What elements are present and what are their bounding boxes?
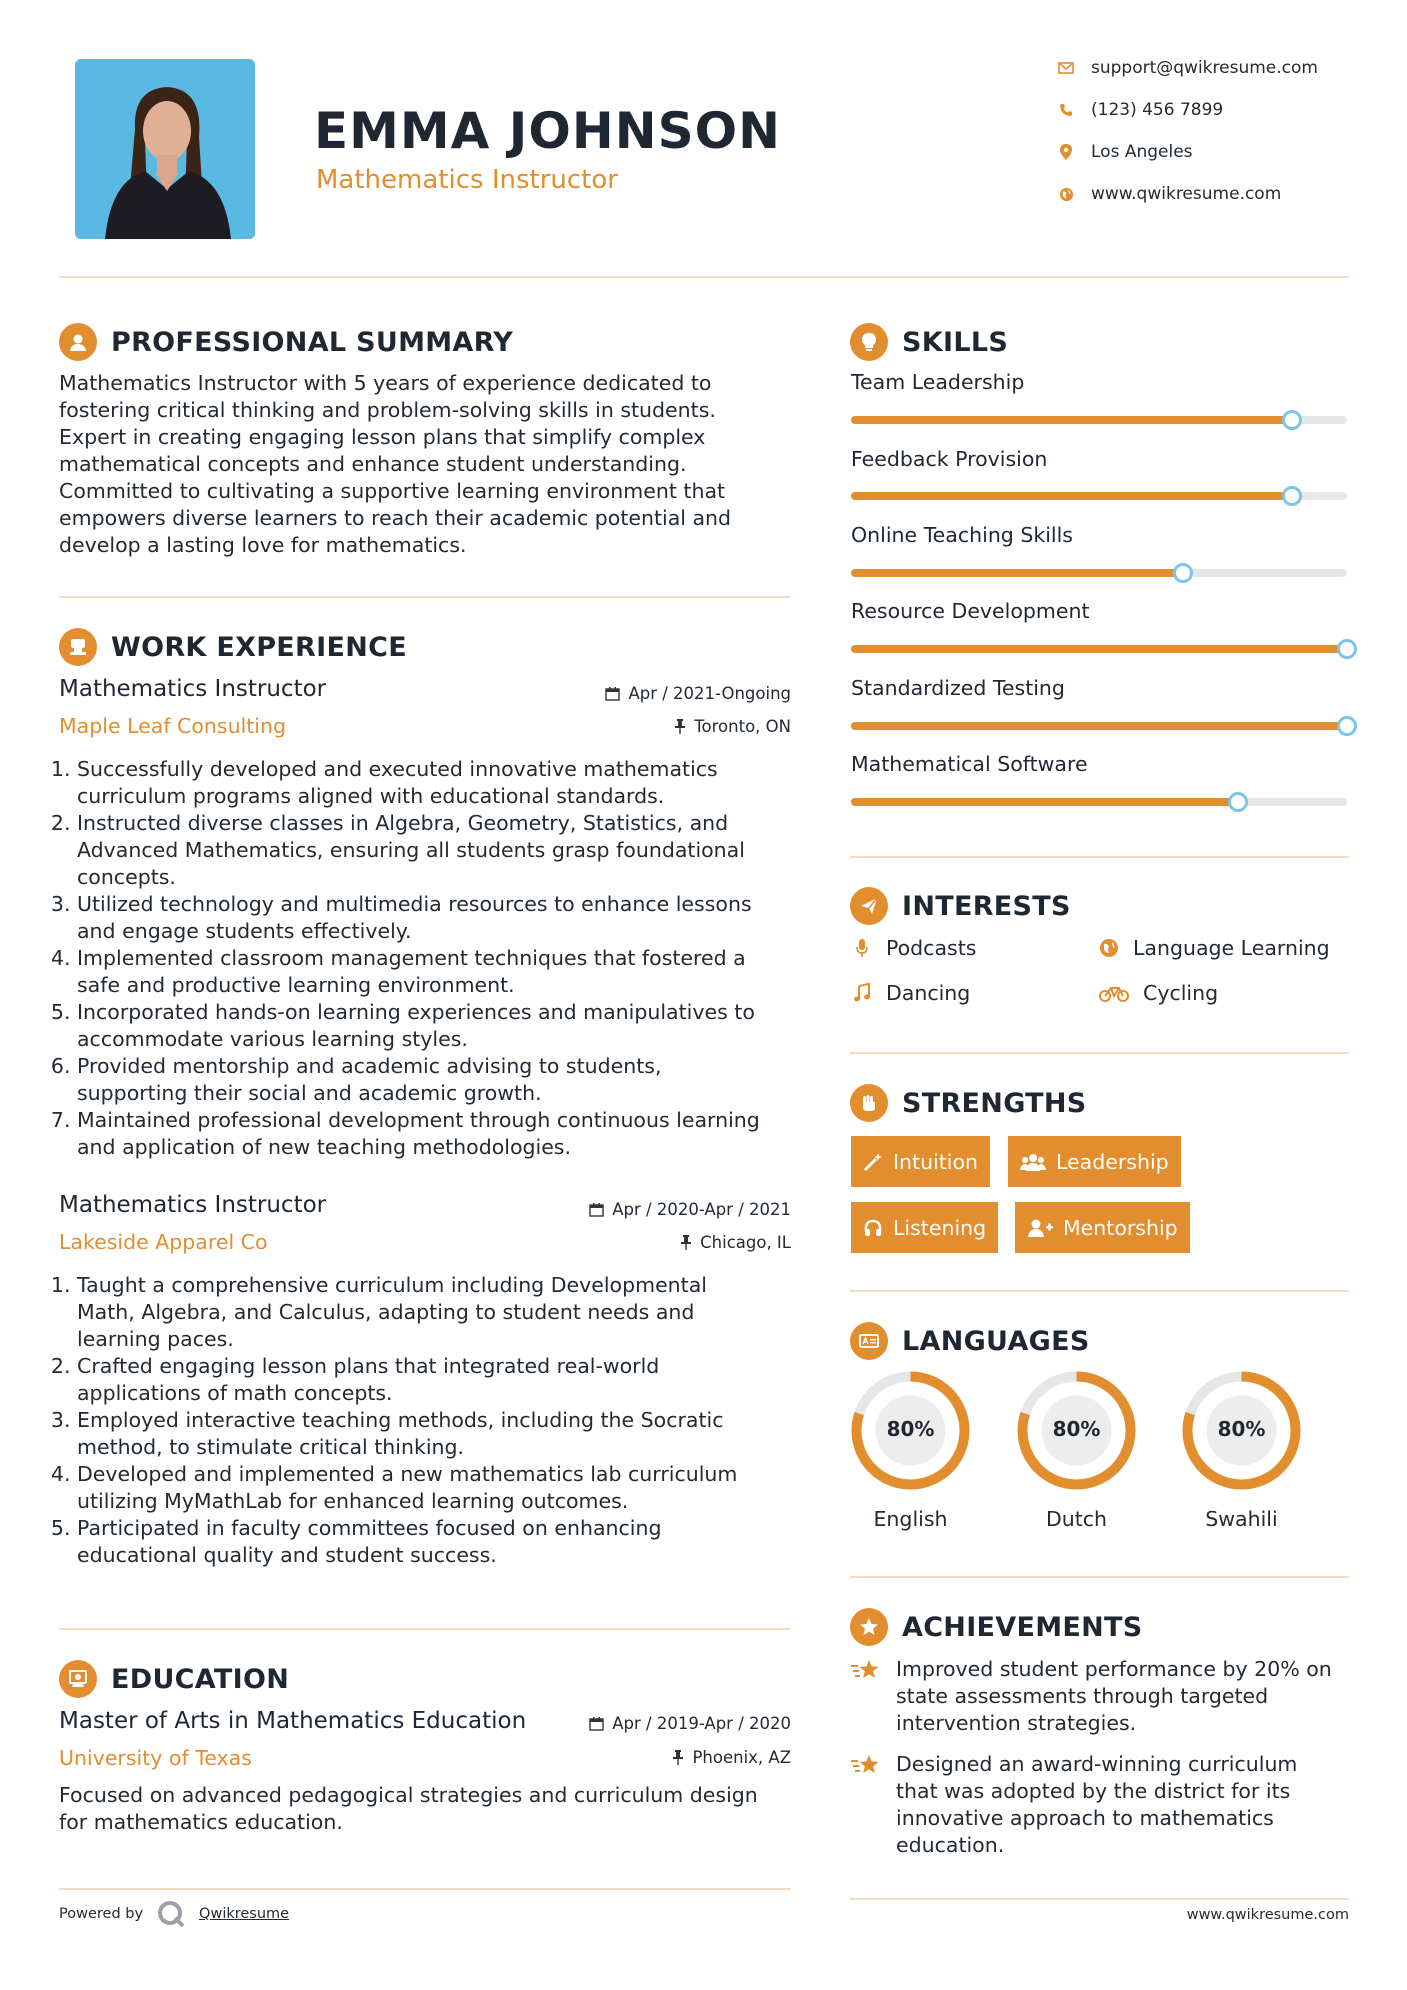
job-1-dates (520, 684, 791, 703)
language-name: English (873, 1507, 948, 1531)
skill-label: Team Leadership (851, 370, 1025, 394)
experience-title: WORK EXPERIENCE (111, 631, 407, 663)
job-2-location-text: Chicago, IL (700, 1233, 791, 1252)
lightbulb-icon (850, 323, 888, 361)
job-2-bullets (59, 1272, 799, 1569)
music-note-icon (850, 983, 874, 1003)
calendar-icon (605, 686, 620, 701)
job-1-bullets (59, 756, 799, 1161)
graduation-icon (59, 1660, 97, 1698)
education-location-text: Phoenix, AZ (692, 1748, 791, 1767)
education-location (520, 1748, 791, 1767)
summary-section-title (59, 323, 513, 361)
skill-bar (851, 416, 1347, 424)
briefcase-icon (59, 628, 97, 666)
interests-title: INTERESTS (902, 890, 1071, 922)
globe-icon (1055, 184, 1077, 204)
interest-item: Cycling (1097, 981, 1218, 1005)
education-line: for mathematics education. (59, 1810, 343, 1834)
summary-line: Expert in creating engaging lesson plans that simplify complex (59, 425, 706, 449)
summary-line: mathematical concepts and enhance student understanding. (59, 452, 687, 476)
summary-line: Committed to cultivating a supportive learning environment that (59, 479, 726, 503)
candidate-name: EMMA JOHNSON (314, 102, 781, 160)
language-name: Swahili (1205, 1507, 1278, 1531)
summary-line: fostering critical thinking and problem-solving skills in students. (59, 398, 716, 422)
experience-divider (59, 1628, 791, 1630)
language-percent: 80% (886, 1417, 935, 1441)
bullet-item: 5. Participated in faculty committees focused on enhancing educational quality and student success. (77, 1515, 799, 1569)
skill-bar (851, 569, 1347, 577)
skill-bar (851, 722, 1347, 730)
header-divider (59, 276, 1349, 278)
skill-bar (851, 645, 1347, 653)
achievement-item: Improved student performance by 20% on state assessments through targeted intervention strategies. (850, 1656, 1350, 1737)
skill-bar (851, 798, 1347, 806)
footer-divider-right (850, 1898, 1349, 1900)
language-item-swahili (1181, 1370, 1302, 1531)
bullet-item: 5. Incorporated hands-on learning experiences and manipulatives to accommodate various learning styles. (77, 999, 799, 1053)
strengths-section-title (850, 1084, 1087, 1122)
contact-phone[interactable] (1055, 100, 1375, 120)
bicycle-icon (1097, 984, 1131, 1002)
qwikresume-link[interactable]: Qwikresume (199, 1906, 290, 1922)
job-2-dates (520, 1200, 791, 1219)
skill-label: Feedback Provision (851, 447, 1048, 471)
achievements-section-title (850, 1608, 1143, 1646)
candidate-role: Mathematics Instructor (316, 165, 618, 195)
user-plus-icon (1027, 1218, 1053, 1238)
bullet-item: 6. Provided mentorship and academic advising to students, supporting their social and academic growth. (77, 1053, 799, 1107)
education-section-title (59, 1660, 289, 1698)
interest-item: Podcasts (850, 936, 976, 960)
summary-divider (59, 596, 791, 598)
footer-website[interactable]: www.qwikresume.com (1186, 1907, 1349, 1923)
education-dates-text: Apr / 2019-Apr / 2020 (612, 1714, 791, 1733)
pin-icon (674, 719, 686, 734)
powered-by-label: Powered by (59, 1906, 144, 1922)
star-badge-icon (850, 1608, 888, 1646)
user-icon (59, 323, 97, 361)
strength-tag-leadership: Leadership (1008, 1136, 1181, 1187)
summary-title: PROFESSIONAL SUMMARY (111, 326, 514, 358)
job-1-location-text: Toronto, ON (694, 717, 791, 736)
summary-text (59, 370, 799, 559)
envelope-icon (1055, 58, 1077, 78)
skill-label: Online Teaching Skills (851, 523, 1073, 547)
headphones-icon (863, 1218, 883, 1238)
contact-website-text: www.qwikresume.com (1091, 184, 1282, 204)
microphone-icon (850, 938, 874, 958)
contact-website[interactable] (1055, 184, 1375, 204)
language-item-dutch (1016, 1370, 1137, 1531)
strength-tag-intuition: Intuition (851, 1136, 990, 1187)
job-2-company: Lakeside Apparel Co (59, 1230, 268, 1254)
contact-email-text: support@qwikresume.com (1091, 58, 1318, 78)
footer-divider-left (59, 1888, 791, 1890)
job-1-location (520, 717, 791, 736)
strengths-title: STRENGTHS (902, 1087, 1087, 1119)
qwikresume-logo-icon (155, 1898, 187, 1930)
calendar-icon (589, 1716, 604, 1731)
star-icon (850, 1751, 884, 1859)
paper-plane-icon (850, 887, 888, 925)
job-2-title: Mathematics Instructor (59, 1192, 327, 1218)
job-2-dates-text: Apr / 2020-Apr / 2021 (612, 1200, 791, 1219)
bullet-item: 3. Utilized technology and multimedia resources to enhance lessons and engage students effectively. (77, 891, 799, 945)
contact-email[interactable] (1055, 58, 1375, 78)
language-name: Dutch (1045, 1507, 1108, 1531)
powered-by (59, 1898, 289, 1930)
calendar-icon (589, 1202, 604, 1217)
language-percent: 80% (1217, 1417, 1266, 1441)
users-icon (1020, 1152, 1046, 1172)
strength-tag-mentorship: Mentorship (1015, 1202, 1190, 1253)
bullet-item: 1. Taught a comprehensive curriculum including Developmental Math, Algebra, and Calculus, adapting to student needs and learning paces. (77, 1272, 799, 1353)
pin-icon (680, 1235, 692, 1250)
summary-line: Mathematics Instructor with 5 years of experience dedicated to (59, 371, 712, 395)
languages-divider (850, 1576, 1349, 1578)
phone-icon (1055, 100, 1077, 120)
interests-section-title (850, 887, 1071, 925)
bullet-item: 2. Instructed diverse classes in Algebra, Geometry, Statistics, and Advanced Mathematics, ensuring all students grasp foundational concepts. (77, 810, 799, 891)
skill-label: Mathematical Software (851, 752, 1088, 776)
job-2-location (520, 1233, 791, 1252)
summary-line: develop a lasting love for mathematics. (59, 533, 467, 557)
summary-line: empowers diverse learners to reach their academic potential and (59, 506, 732, 530)
bullet-item: 4. Developed and implemented a new mathematics lab curriculum utilizing MyMathLab for enhanced learning outcomes. (77, 1461, 799, 1515)
achievement-item: Designed an award-winning curriculum that was adopted by the district for its innovative approach to mathematics education. (850, 1751, 1350, 1859)
contact-location (1055, 142, 1375, 162)
languages-title: LANGUAGES (902, 1325, 1090, 1357)
education-description (59, 1782, 799, 1836)
education-degree: Master of Arts in Mathematics Education (59, 1708, 527, 1734)
skills-section-title (850, 323, 1008, 361)
bullet-item: 4. Implemented classroom management techniques that fostered a safe and productive learning environment. (77, 945, 799, 999)
education-title: EDUCATION (111, 1663, 290, 1695)
skill-label: Resource Development (851, 599, 1090, 623)
bullet-item: 1. Successfully developed and executed innovative mathematics curriculum programs aligned with educational standards. (77, 756, 799, 810)
contact-location-text: Los Angeles (1091, 142, 1193, 162)
skill-label: Standardized Testing (851, 676, 1065, 700)
fist-icon (850, 1084, 888, 1122)
achievements-title: ACHIEVEMENTS (902, 1611, 1143, 1643)
language-icon (850, 1322, 888, 1360)
education-dates (520, 1714, 791, 1733)
education-line: Focused on advanced pedagogical strategies and curriculum design (59, 1783, 758, 1807)
magic-wand-icon (863, 1152, 883, 1172)
interest-item: Language Learning (1097, 936, 1330, 960)
star-icon (850, 1656, 884, 1737)
globe-icon (1097, 938, 1121, 958)
job-1-dates-text: Apr / 2021-Ongoing (628, 684, 791, 703)
bullet-item: 7. Maintained professional development through continuous learning and application of new teaching methodologies. (77, 1107, 799, 1161)
job-1-company: Maple Leaf Consulting (59, 714, 287, 738)
education-school: University of Texas (59, 1746, 252, 1770)
profile-photo (75, 59, 255, 239)
skills-title: SKILLS (902, 326, 1009, 358)
experience-section-title (59, 628, 407, 666)
languages-section-title (850, 1322, 1090, 1360)
skill-bar (851, 492, 1347, 500)
map-pin-icon (1055, 142, 1077, 162)
contact-phone-text: (123) 456 7899 (1091, 100, 1224, 120)
strength-tag-listening: Listening (851, 1202, 998, 1253)
skills-divider (850, 856, 1349, 858)
language-item-english (850, 1370, 971, 1531)
bullet-item: 2. Crafted engaging lesson plans that integrated real-world applications of math concepts. (77, 1353, 799, 1407)
pin-icon (672, 1750, 684, 1765)
interest-item: Dancing (850, 981, 970, 1005)
strengths-divider (850, 1290, 1349, 1292)
language-percent: 80% (1052, 1417, 1101, 1441)
interests-divider (850, 1052, 1349, 1054)
job-1-title: Mathematics Instructor (59, 676, 327, 702)
bullet-item: 3. Employed interactive teaching methods, including the Socratic method, to stimulate critical thinking. (77, 1407, 799, 1461)
